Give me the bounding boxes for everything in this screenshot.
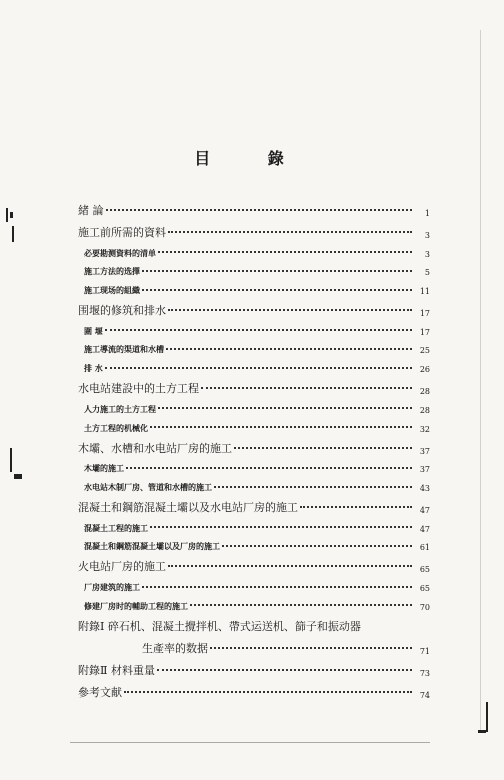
toc-entry-label: 水电站木制厂房、管道和水槽的施工 — [84, 481, 212, 492]
toc-entry-label: 施工前所需的資料 — [78, 226, 166, 239]
toc-subentry — [78, 355, 430, 374]
toc-entry-label: 木壩的施工 — [84, 463, 124, 474]
toc-entry-page: 70 — [419, 602, 430, 612]
toc-entry-page: 1 — [424, 209, 430, 218]
scan-mark — [10, 212, 13, 218]
toc-entry-label: 附錄Ⅰ 碎石机、混凝土攪拌机、帶式运送机、篩子和振动器 — [78, 619, 361, 633]
leader-dots — [210, 647, 412, 649]
toc-entry-label: 混凝土和鋼筋混凝土壩以及厂房的施工 — [84, 541, 220, 552]
toc-entry-label: 生產率的数据 — [142, 641, 208, 655]
toc-entry-label: 附錄Ⅱ 材料重量 — [78, 663, 155, 677]
scan-mark — [14, 474, 22, 479]
scan-mark — [478, 730, 486, 733]
toc-subentry — [78, 277, 430, 296]
leader-dots — [234, 447, 412, 449]
leader-dots — [124, 691, 412, 693]
toc-subentry — [78, 574, 430, 593]
toc-entry-page: 3 — [424, 249, 430, 259]
leader-dots — [158, 251, 412, 253]
toc-entry-page: 47 — [419, 505, 430, 515]
toc-entry-page: 74 — [419, 690, 430, 700]
toc-entry-label: 圍 堰 — [84, 325, 103, 336]
leader-dots — [157, 669, 412, 671]
toc-entry — [78, 196, 430, 218]
leader-dots — [222, 545, 412, 547]
leader-dots — [142, 586, 412, 588]
toc-entry-page: 28 — [419, 387, 430, 397]
leader-dots — [106, 209, 413, 211]
toc-entry-page: 65 — [419, 583, 430, 593]
toc-entry — [78, 374, 430, 396]
toc-entry-label: 排 水 — [84, 363, 103, 374]
toc-entry-label: 混凝土工程的施工 — [84, 522, 148, 533]
toc-entry-appendix — [78, 656, 430, 678]
toc-entry — [78, 434, 430, 456]
toc-subentry — [78, 259, 430, 278]
toc-entry-page: 11 — [419, 287, 430, 297]
leader-dots — [166, 348, 412, 350]
toc-entry-label: 混凝土和鋼筋混凝土壩以及水电站厂房的施工 — [78, 500, 298, 514]
toc-entry-label: 土方工程的机械化 — [84, 422, 148, 433]
toc-entry-page: 32 — [419, 424, 430, 434]
toc-entry-appendix — [78, 612, 430, 634]
bottom-rule — [70, 742, 430, 743]
toc-subentry — [78, 456, 430, 475]
toc-entry-label: 人力施工的土方工程 — [84, 403, 156, 414]
leader-dots — [190, 604, 412, 606]
toc-entry-page: 17 — [419, 309, 430, 319]
toc-entry — [78, 552, 430, 574]
leader-dots — [105, 367, 412, 369]
leader-dots — [168, 231, 412, 233]
toc-entry-label: 木壩、水槽和水电站厂房的施工 — [78, 441, 232, 455]
toc-entry-page: 61 — [419, 543, 430, 553]
toc-entry-label: 修建厂房时的輔助工程的施工 — [84, 600, 188, 611]
leader-dots — [158, 407, 412, 409]
scan-mark — [486, 702, 488, 732]
toc-subentry — [78, 415, 430, 434]
toc-entry-label: 必要勘测資料的清单 — [84, 247, 156, 258]
toc-entry-label: 围堰的修筑和排水 — [78, 304, 166, 318]
toc-subentry — [78, 534, 430, 553]
leader-dots — [168, 565, 412, 567]
toc-entry-page: 65 — [419, 565, 430, 575]
toc-entry-page: 25 — [419, 346, 430, 356]
toc-entry-page: 37 — [419, 465, 430, 475]
leader-dots — [201, 387, 412, 389]
table-of-contents — [78, 196, 430, 700]
toc-subentry — [78, 593, 430, 612]
toc-entry-label: 緒 論 — [78, 204, 104, 217]
scan-mark — [10, 448, 12, 472]
toc-entry-page: 43 — [419, 483, 430, 493]
leader-dots — [105, 329, 412, 331]
toc-entry-page: 26 — [419, 365, 430, 375]
toc-entry-page: 47 — [419, 524, 430, 534]
toc-entry — [78, 296, 430, 318]
leader-dots — [126, 467, 412, 469]
scan-mark — [6, 208, 8, 222]
scan-mark — [12, 226, 14, 242]
toc-entry-label: 火电站厂房的施工 — [78, 560, 166, 574]
leader-dots — [214, 486, 412, 488]
toc-entry-page: 5 — [424, 268, 430, 278]
toc-subentry — [78, 515, 430, 534]
leader-dots — [150, 526, 412, 528]
toc-entry-label: 參考文献 — [78, 685, 122, 699]
leader-dots — [142, 289, 412, 291]
toc-subentry — [78, 337, 430, 356]
toc-entry-page: 73 — [419, 668, 430, 678]
leader-dots — [150, 426, 412, 428]
toc-entry-page: 71 — [419, 646, 430, 656]
toc-subentry — [78, 474, 430, 493]
toc-entry-label: 水电站建設中的土方工程 — [78, 382, 199, 396]
toc-entry-label: 厂房建筑的施工 — [84, 581, 140, 592]
toc-entry-page: 28 — [419, 405, 430, 415]
toc-entry-label: 施工方法的选擇 — [84, 266, 140, 277]
page-edge-line — [480, 30, 481, 730]
toc-entry-page: 3 — [424, 231, 430, 240]
toc-subentry — [78, 240, 430, 259]
toc-entry-continuation — [78, 634, 430, 656]
toc-entry-label: 施工導流的渠道和水槽 — [84, 344, 164, 355]
toc-entry — [78, 678, 430, 700]
leader-dots — [142, 270, 412, 272]
toc-subentry — [78, 318, 430, 337]
toc-subentry — [78, 396, 430, 415]
toc-entry-page: 17 — [419, 327, 430, 337]
page-title: 目 錄 — [194, 149, 310, 168]
leader-dots — [300, 506, 412, 508]
toc-entry — [78, 218, 430, 240]
toc-entry-page: 37 — [419, 446, 430, 456]
toc-entry — [78, 493, 430, 515]
toc-entry-label: 施工现场的組織 — [84, 285, 140, 296]
leader-dots — [168, 309, 412, 311]
